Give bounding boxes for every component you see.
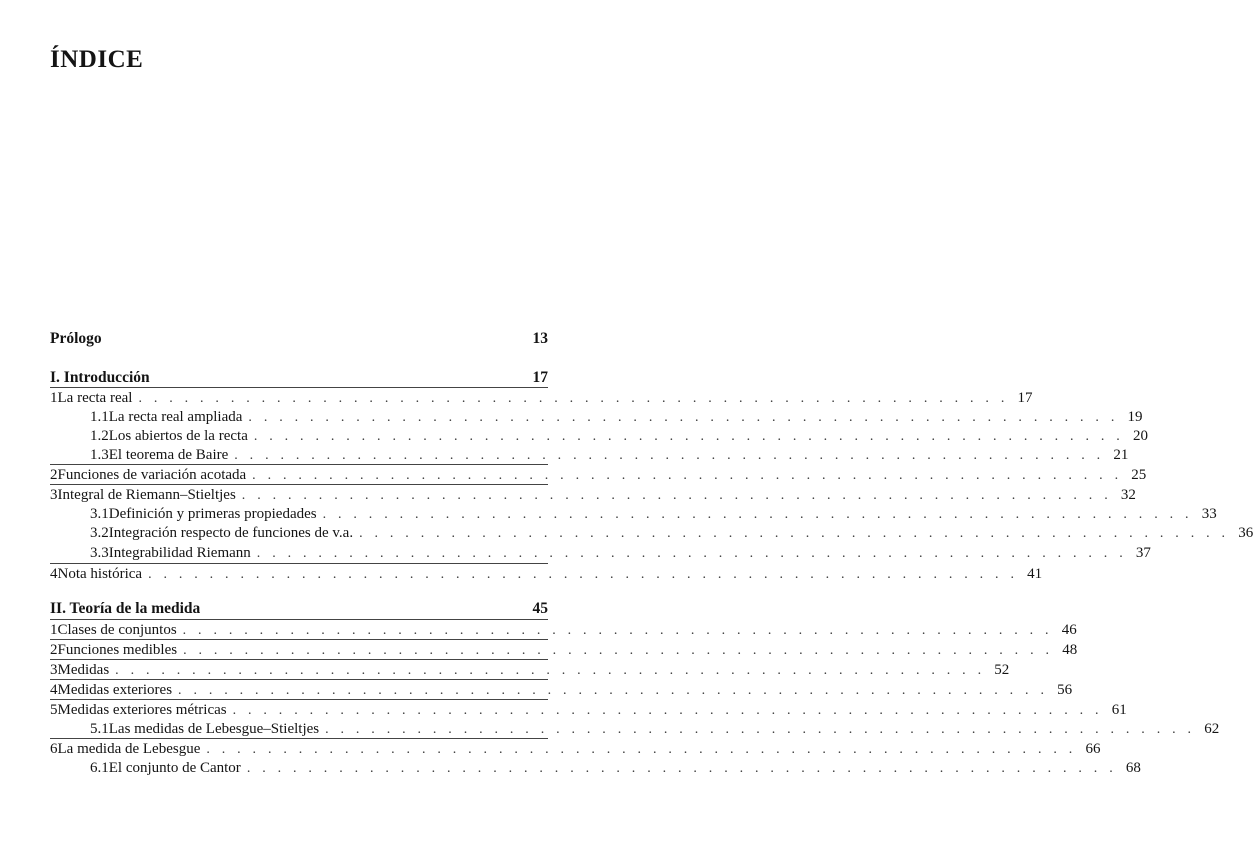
dot-leader: . . . . . . . . . . . . . . . . . . . . . . . . . . . . . . . . . . . . . . . . . . . . . . . . . . . . . . . . . [234,448,1105,463]
entry-page: 25 [1131,467,1147,483]
entry-number: 6 [50,741,58,757]
toc-entry[interactable] [50,485,1136,505]
toc-entry[interactable] [50,700,1127,720]
entry-number: 3.2 [90,525,109,541]
toc-subentry[interactable] [90,407,1143,427]
dot-leader: . . . . . . . . . . . . . . . . . . . . . . . . . . . . . . . . . . . . . . . . . . . . . . . . . . . . . . . . . [232,703,1103,718]
chapter-label: II. Teoría de la medida [50,600,201,617]
entry-page: 56 [1057,682,1073,698]
chapter-page: 17 [532,369,548,386]
toc-entry[interactable] [50,739,1101,759]
toc-entry[interactable] [50,564,1043,584]
entry-number: 3 [50,662,58,678]
entry-title: Funciones medibles [57,642,178,658]
dot-leader: . . . . . . . . . . . . . . . . . . . . . . . . . . . . . . . . . . . . . . . . . . . . . . . . . . . . . . . . . [322,507,1193,522]
entry-title: Medidas [57,662,110,678]
toc-subentry[interactable] [90,523,1253,543]
dot-leader: . . . . . . . . . . . . . . . . . . . . . . . . . . . . . . . . . . . . . . . . . . . . . . . . . . . . . . . . . [253,429,1124,444]
entry-number: 1 [50,390,58,406]
dot-leader: . . . . . . . . . . . . . . . . . . . . . . . . . . . . . . . . . . . . . . . . . . . . . . . . . . . . . . . . . [359,526,1230,541]
entry-page: 52 [994,662,1010,678]
dot-leader: . . . . . . . . . . . . . . . . . . . . . . . . . . . . . . . . . . . . . . . . . . . . . . . . . . . . . . . . . [256,546,1127,561]
entry-title: Medidas exteriores [57,682,173,698]
entry-number: 1 [50,622,58,638]
entry-page: 19 [1127,409,1143,425]
entry-number: 5.1 [90,721,109,737]
entry-page: 61 [1111,702,1127,718]
toc-subentry[interactable] [90,445,1129,465]
toc-subentry[interactable] [90,719,1220,739]
entry-title: Funciones de variación acotada [57,467,247,483]
dot-leader: . . . . . . . . . . . . . . . . . . . . . . . . . . . . . . . . . . . . . . . . . . . . . . . . . . . . . . . . . [252,468,1123,483]
dot-leader: . . . . . . . . . . . . . . . . . . . . . . . . . . . . . . . . . . . . . . . . . . . . . . . . . . . . . . . . . [148,567,1019,582]
toc-entry[interactable] [50,388,1033,408]
entry-title: Clases de conjuntos [57,622,177,638]
entry-page: 62 [1204,721,1220,737]
toc-chapter-1[interactable] [50,368,548,388]
entry-page: 17 [1017,390,1033,406]
toc-subentry[interactable] [90,426,1148,446]
entry-title: Nota histórica [57,566,143,582]
section-label: Prólogo [50,330,102,347]
dot-leader: . . . . . . . . . . . . . . . . . . . . . . . . . . . . . . . . . . . . . . . . . . . . . . . . . . . . . . . . . [183,643,1054,658]
entry-page: 21 [1113,447,1129,463]
toc-entry[interactable] [50,660,1010,680]
toc-subentry[interactable] [90,543,1151,563]
entry-page: 48 [1062,642,1078,658]
entry-number: 3.1 [90,506,109,522]
entry-number: 1.3 [90,447,109,463]
entry-title: Integrabilidad Riemann [108,545,251,561]
entry-title: La recta real [57,390,133,406]
dot-leader: . . . . . . . . . . . . . . . . . . . . . . . . . . . . . . . . . . . . . . . . . . . . . . . . . . . . . . . . . [182,623,1053,638]
entry-page: 37 [1135,545,1151,561]
dot-leader: . . . . . . . . . . . . . . . . . . . . . . . . . . . . . . . . . . . . . . . . . . . . . . . . . . . . . . . . . [246,761,1117,776]
entry-number: 6.1 [90,760,109,776]
toc-entry[interactable] [50,680,1073,700]
entry-title: El conjunto de Cantor [108,760,241,776]
entry-number: 2 [50,467,58,483]
toc-subentry[interactable] [90,504,1217,524]
dot-leader: . . . . . . . . . . . . . . . . . . . . . . . . . . . . . . . . . . . . . . . . . . . . . . . . . . . . . . . . . [325,722,1196,737]
entry-title: Los abiertos de la recta [108,428,248,444]
toc-entry[interactable] [50,640,1078,660]
toc-prologo[interactable] [50,329,548,349]
entry-number: 1.1 [90,409,109,425]
entry-title: Medidas exteriores métricas [57,702,227,718]
chapter-label: I. Introducción [50,369,150,386]
entry-number: 4 [50,566,58,582]
entry-title: La recta real ampliada [108,409,243,425]
page-title: ÍNDICE [50,46,144,73]
dot-leader: . . . . . . . . . . . . . . . . . . . . . . . . . . . . . . . . . . . . . . . . . . . . . . . . . . . . . . . . . [241,488,1112,503]
entry-number: 3.3 [90,545,109,561]
dot-leader: . . . . . . . . . . . . . . . . . . . . . . . . . . . . . . . . . . . . . . . . . . . . . . . . . . . . . . . . . [138,391,1009,406]
entry-page: 36 [1238,525,1253,541]
toc-entry[interactable] [50,465,1147,485]
section-page: 13 [532,330,548,347]
toc-entry[interactable] [50,620,1077,640]
entry-number: 4 [50,682,58,698]
entry-title: Definición y primeras propiedades [108,506,317,522]
entry-title: Integración respecto de funciones de v.a. [108,525,354,541]
entry-page: 33 [1201,506,1217,522]
entry-page: 46 [1061,622,1077,638]
entry-title: Las medidas de Lebesgue–Stieltjes [108,721,320,737]
entry-title: El teorema de Baire [108,447,229,463]
dot-leader: . . . . . . . . . . . . . . . . . . . . . . . . . . . . . . . . . . . . . . . . . . . . . . . . . . . . . . . . . [248,410,1119,425]
dot-leader: . . . . . . . . . . . . . . . . . . . . . . . . . . . . . . . . . . . . . . . . . . . . . . . . . . . . . . . . . [115,663,986,678]
entry-number: 1.2 [90,428,109,444]
chapter-page: 45 [532,600,548,617]
entry-page: 66 [1085,741,1101,757]
entry-number: 3 [50,487,58,503]
entry-page: 20 [1132,428,1148,444]
dot-leader: . . . . . . . . . . . . . . . . . . . . . . . . . . . . . . . . . . . . . . . . . . . . . . . . . . . . . . . . . [206,742,1077,757]
entry-page: 41 [1027,566,1043,582]
toc-subentry[interactable] [90,758,1141,778]
entry-page: 68 [1125,760,1141,776]
toc-chapter-2[interactable] [50,599,548,619]
entry-title: La medida de Lebesgue [57,741,201,757]
entry-number: 2 [50,642,58,658]
dot-leader: . . . . . . . . . . . . . . . . . . . . . . . . . . . . . . . . . . . . . . . . . . . . . . . . . . . . . . . . . [178,683,1049,698]
entry-page: 32 [1120,487,1136,503]
entry-title: Integral de Riemann–Stieltjes [57,487,236,503]
entry-number: 5 [50,702,58,718]
